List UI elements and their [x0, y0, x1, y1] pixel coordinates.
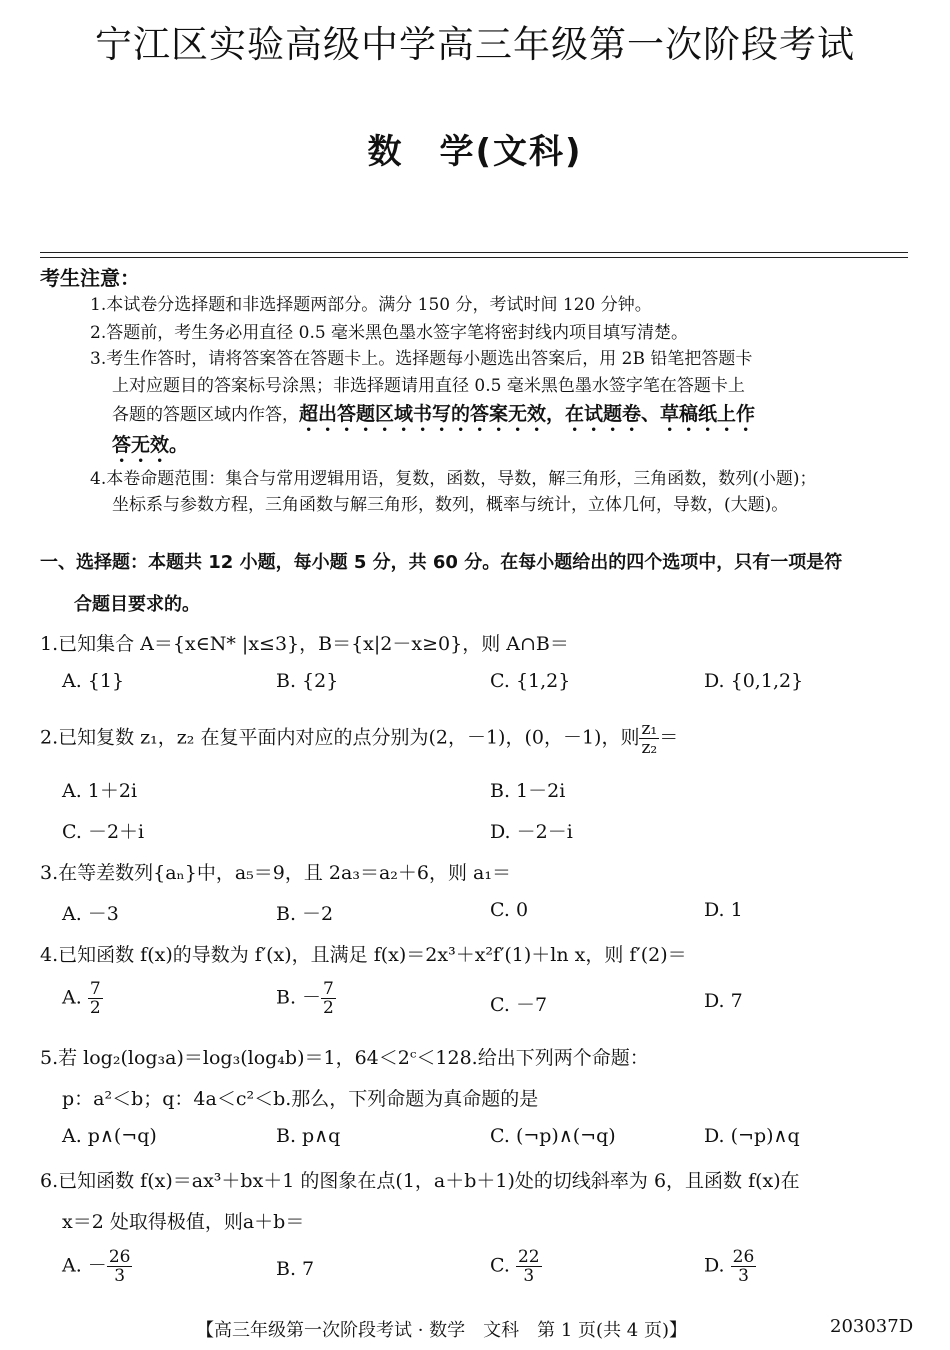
q3-option-c: C. 0	[490, 899, 529, 921]
q5-option-b: B. p∧q	[276, 1125, 341, 1147]
q6-a-den: 3	[114, 1266, 126, 1286]
q4-option-c: C. －7	[490, 994, 548, 1016]
notice-item-3-cont: 上对应题目的答案标号涂黑；非选择题请用直径 0.5 毫米黑色墨水签字笔在答题卡上	[112, 376, 745, 396]
question-6-stem-cont: x＝2 处取得极值，则a＋b＝	[62, 1211, 305, 1233]
question-2-stem	[40, 720, 678, 757]
q6-a-label: A. －	[62, 1254, 107, 1277]
q2-option-c: C. －2＋i	[62, 821, 145, 843]
divider-top	[40, 252, 908, 253]
q4-b-den: 2	[323, 998, 334, 1018]
notice-item-3-line3	[112, 399, 755, 436]
question-5-stem-cont: p：a²＜b；q：4a＜c²＜b.那么，下列命题为真命题的是	[62, 1088, 539, 1110]
q2-frac-num: z₁	[641, 719, 658, 739]
q2-fraction	[639, 720, 659, 757]
notice-warning: 超出答题区域书写的答案无效，在试题卷、草稿纸上作	[299, 403, 756, 425]
exam-title: 宁江区实验高级中学高三年级第一次阶段考试	[95, 23, 855, 66]
question-3-stem: 3.在等差数列{aₙ}中，a₅＝9，且 2a₃＝a₂＋6，则 a₁＝	[40, 862, 511, 884]
q6-c-den: 3	[523, 1266, 535, 1286]
q6-d-fraction	[731, 1248, 757, 1285]
q6-option-d	[704, 1248, 756, 1285]
q4-option-a	[62, 980, 103, 1017]
q6-option-a	[62, 1248, 132, 1285]
question-5-stem: 5.若 log₂(log₃a)＝log₃(log₄b)＝1，64＜2ᶜ＜128.给出下列两个命题：	[40, 1047, 649, 1069]
q4-a-den: 2	[89, 998, 101, 1018]
question-6-stem: 6.已知函数 f(x)＝ax³＋bx＋1 的图象在点(1，a＋b＋1)处的切线斜率为 6，且函数 f(x)在	[40, 1170, 800, 1192]
q4-b-label: B. －	[276, 986, 322, 1009]
q4-option-b	[276, 980, 336, 1017]
q6-option-b: B. 7	[276, 1258, 315, 1280]
q2-option-a: A. 1＋2i	[62, 780, 138, 802]
page-footer: 【高三年级第一次阶段考试 · 数学 文科 第 1 页(共 4 页)】	[196, 1320, 687, 1341]
notice-warning-end: 答无效。	[112, 434, 189, 456]
q3-option-a: A. －3	[62, 903, 119, 925]
question-4-stem: 4.已知函数 f(x)的导数为 f′(x)，且满足 f(x)＝2x³＋x²f′(1)＋ln x，则 f′(2)＝	[40, 944, 687, 966]
notice-item-4: 4.本卷命题范围：集合与常用逻辑用语，复数，函数，导数，解三角形，三角函数，数列(小题)；	[90, 469, 817, 489]
question-1-stem: 1.已知集合 A＝{x∈N* |x≤3}，B＝{x|2－x≥0}，则 A∩B＝	[40, 633, 569, 655]
section-heading: 一、选择题：本题共 12 小题，每小题 5 分，共 60 分。在每小题给出的四个选项中，只有一项是符	[40, 552, 843, 573]
paper-code: 203037D	[830, 1316, 914, 1337]
q6-d-den: 3	[738, 1266, 749, 1286]
q2-option-d: D. －2－i	[490, 821, 573, 843]
q5-option-d: D. (¬p)∧q	[704, 1125, 800, 1147]
q2-stem-text: 2.已知复数 z₁，z₂ 在复平面内对应的点分别为(2，－1)，(0，－1)，则	[40, 726, 640, 749]
q6-c-label: C.	[490, 1254, 510, 1277]
q4-b-num: 7	[323, 979, 334, 999]
q2-stem-end: ＝	[659, 726, 679, 749]
notice-item-3: 3.考生作答时，请将答案答在答题卡上。选择题每小题选出答案后，用 2B 铅笔把答题卡	[90, 349, 753, 369]
q4-option-d: D. 7	[704, 990, 743, 1012]
q2-frac-den: z₂	[641, 738, 658, 758]
q6-a-num: 26	[108, 1247, 131, 1267]
q3-option-d: D. 1	[704, 899, 743, 921]
q6-d-num: 26	[732, 1247, 755, 1267]
q6-c-num: 22	[517, 1247, 540, 1267]
q3-option-b: B. －2	[276, 903, 334, 925]
q1-option-d: D. {0,1,2}	[704, 670, 804, 692]
notice-item-1: 1.本试卷分选择题和非选择题两部分。满分 150 分，考试时间 120 分钟。	[90, 295, 652, 315]
notice-item-3-tail: 各题的答题区域内作答，	[112, 405, 299, 425]
q6-a-fraction	[107, 1248, 133, 1285]
notice-item-2: 2.答题前，考生务必用直径 0.5 毫米黑色墨水签字笔将密封线内项目填写清楚。	[90, 323, 689, 343]
q4-a-fraction	[88, 980, 103, 1017]
q4-a-label: A.	[62, 986, 82, 1009]
q5-option-c: C. (¬p)∧(¬q)	[490, 1125, 616, 1147]
q4-b-fraction	[321, 980, 336, 1017]
divider-bottom	[40, 257, 908, 258]
q5-option-a: A. p∧(¬q)	[62, 1125, 157, 1147]
q6-d-label: D.	[704, 1254, 725, 1277]
q4-a-num: 7	[89, 979, 101, 999]
q6-option-c	[490, 1248, 542, 1285]
q1-option-a: A. {1}	[62, 670, 125, 692]
notice-heading: 考生注意：	[40, 266, 140, 290]
q1-option-c: C. {1,2}	[490, 670, 571, 692]
exam-subtitle: 数 学(文科)	[367, 132, 583, 172]
q6-c-fraction	[516, 1248, 542, 1285]
q2-option-b: B. 1－2i	[490, 780, 566, 802]
q1-option-b: B. {2}	[276, 670, 339, 692]
notice-item-4-cont: 坐标系与参数方程，三角函数与解三角形，数列，概率与统计，立体几何，导数，(大题)。	[112, 495, 789, 515]
section-heading-cont: 合题目要求的。	[74, 594, 200, 615]
